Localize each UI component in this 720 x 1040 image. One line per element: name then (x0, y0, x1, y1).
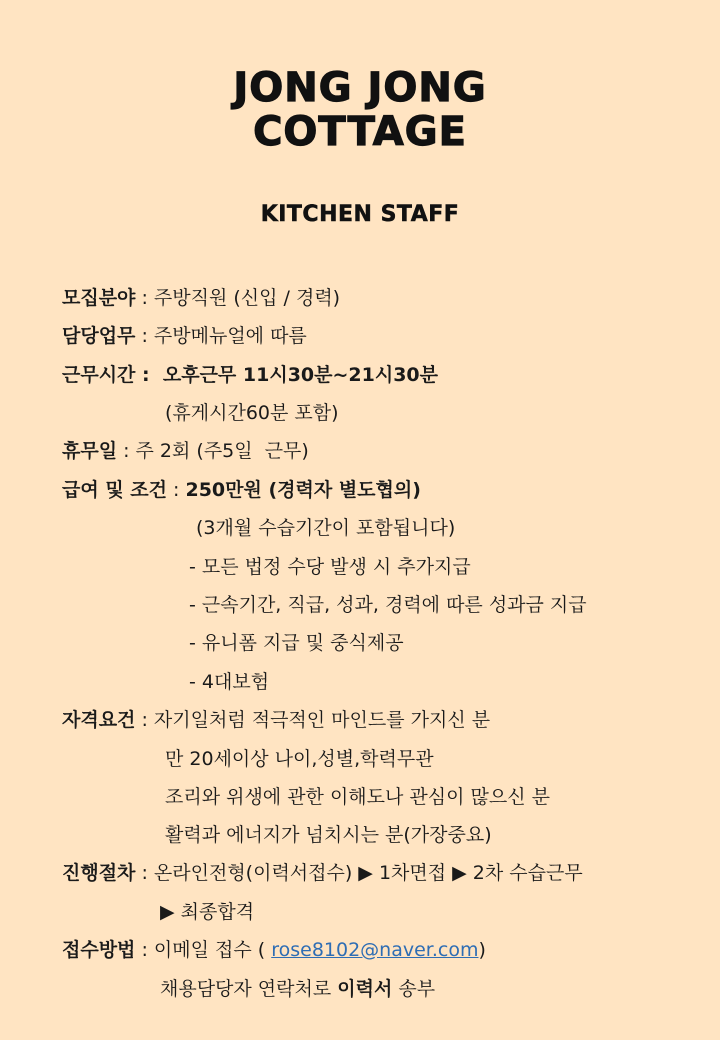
field-row (62, 286, 340, 310)
process-cont: ▶ 최종합격 (160, 901, 255, 923)
salary-sep: : (167, 479, 186, 501)
salary-value: 250만원 (경력자 별도협의) (185, 479, 421, 501)
title-line-1: JONG JONG (233, 65, 487, 111)
process-label: 진행절차 (62, 862, 136, 884)
hours-label: 근무시간 (62, 364, 136, 386)
apply-line2-bold: 이력서 (337, 978, 393, 1000)
holiday-value: : 주 2회 (주5일 근무) (117, 440, 309, 462)
salary-item: - 모든 법정 수당 발생 시 추가지급 (189, 556, 471, 578)
holiday-label: 휴무일 (62, 440, 118, 462)
apply-row (62, 938, 486, 962)
apply-row-2 (160, 977, 435, 1001)
job-subtitle: KITCHEN STAFF (260, 202, 460, 227)
salary-label: 급여 및 조건 (62, 479, 167, 501)
email-link[interactable]: rose8102@naver.com (271, 939, 479, 961)
apply-label: 접수방법 (62, 939, 136, 961)
salary-item: - 근속기간, 직급, 성과, 경력에 따른 성과금 지급 (189, 594, 587, 616)
duty-label: 담당업무 (62, 325, 136, 347)
salary-row (62, 478, 421, 502)
apply-line2-pre: 채용담당자 연락처로 (160, 978, 338, 1000)
holiday-row (62, 439, 309, 463)
process-row (62, 861, 583, 885)
qualification-label: 자격요건 (62, 709, 136, 731)
qualification-item: 활력과 에너지가 넘치시는 분(가장중요) (165, 824, 492, 846)
page-title (0, 66, 720, 154)
field-value: : 주방직원 (신입 / 경력) (135, 287, 341, 309)
process-value: : 온라인전형(이력서접수) ▶ 1차면접 ▶ 2차 수습근무 (135, 862, 583, 884)
hours-row (62, 363, 438, 387)
salary-item: - 유니폼 지급 및 중식제공 (189, 632, 404, 654)
apply-line2-post: 송부 (392, 978, 436, 1000)
qualification-row (62, 708, 490, 732)
duty-row (62, 324, 307, 348)
duty-value: : 주방메뉴얼에 따름 (135, 325, 307, 347)
salary-note: (3개월 수습기간이 포함됩니다) (196, 517, 456, 539)
field-label: 모집분야 (62, 287, 136, 309)
hours-sep: : (135, 364, 163, 386)
title-line-2: COTTAGE (253, 109, 467, 155)
qualification-value: : 자기일처럼 적극적인 마인드를 가지신 분 (135, 709, 491, 731)
hours-note: (휴게시간60분 포함) (165, 402, 339, 424)
apply-value-pre: : 이메일 접수 ( (135, 939, 272, 961)
hours-value: 오후근무 11시30분~21시30분 (162, 364, 439, 386)
qualification-item: 만 20세이상 나이,성별,학력무관 (165, 748, 434, 770)
apply-value-post: ) (478, 939, 486, 961)
salary-item: - 4대보험 (189, 671, 270, 693)
qualification-item: 조리와 위생에 관한 이해도나 관심이 많으신 분 (165, 786, 550, 808)
